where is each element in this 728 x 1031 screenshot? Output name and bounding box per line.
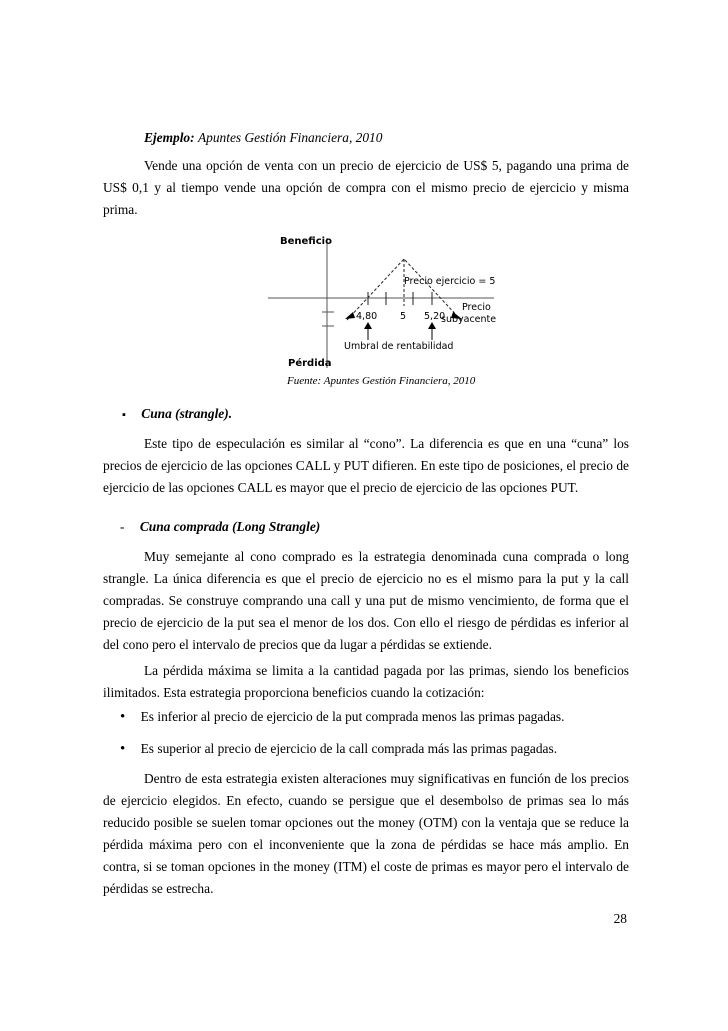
subsection-heading — [120, 518, 320, 536]
subsection-p1: Muy semejante al cono comprado es la estrategia denominada cuna comprada o long strangle. La única diferencia es que el precio de ejercicio no es el mismo para la put y la call compradas. Se construye comprando una call y una put de mismo vencimiento, de forma que el precio de ejercicio de la put sea el menor de los dos. Con ello el riesgo de pérdidas es inferior al del cono pero el intervalo de precios que da lugar a pérdidas se extiende. — [103, 549, 629, 652]
example-source: Apuntes Gestión Financiera, 2010 — [197, 130, 383, 145]
section-bullet: ▪ — [122, 409, 126, 421]
subsection-title: Cuna comprada (Long Strangle) — [139, 519, 321, 534]
arrow-up-left — [364, 322, 372, 329]
example-text: Vende una opción de venta con un precio de ejercicio de US$ 5, pagando una prima de US$ 0,1 y al tiempo vende una opción de compra con el mismo precio de ejercicio y misma prima. — [103, 158, 629, 217]
section-heading — [122, 405, 232, 424]
bullet-item-1: Es inferior al precio de ejercicio de la put comprada menos las primas pagadas. — [140, 709, 565, 724]
figure-caption: Fuente: Apuntes Gestión Financiera, 2010 — [287, 375, 476, 387]
bullet-item-2: Es superior al precio de ejercicio de la call comprada más las primas pagadas. — [140, 741, 558, 756]
page-number: 28 — [613, 911, 627, 926]
tick-label-2: 5 — [400, 311, 407, 322]
subsection-p3: Dentro de esta estrategia existen alteraciones muy significativas en función de los precios de ejercicio elegidos. En efecto, cuando se persigue que el desembolso de primas sea lo más reducido posible se suelen tomar opciones out the money (OTM) con la ventaja que se reduce la pérdida máxima pero con el inconveniente que la zona de pérdidas se hace más amplio. En contra, si se toman opciones in the money (ITM) el coste de primas es mayor pero el intervalo de pérdidas se estrecha. — [103, 771, 629, 896]
subsection-dash: - — [120, 519, 125, 534]
arrow-left — [345, 312, 355, 319]
tick-label-3: 5,20 — [424, 311, 446, 322]
subsection-p2: La pérdida máxima se limita a la cantidad pagada por las primas, siendo los beneficios ilimitados. Esta estrategia proporciona beneficios cuando la cotización: — [103, 663, 629, 700]
payoff-diagram — [0, 0, 728, 380]
x-label-1: Precio — [462, 302, 491, 313]
example-label: Ejemplo: — [144, 130, 195, 145]
tick-label-1: 4,80 — [356, 311, 378, 322]
x-label-2: subyacente — [441, 314, 497, 325]
section-title: Cuna (strangle). — [141, 406, 233, 421]
y-label-bottom: Pérdida — [288, 358, 332, 369]
y-label-top: Beneficio — [280, 236, 332, 247]
breakeven-label: Umbral de rentabilidad — [344, 341, 454, 352]
list-item: • Es superior al precio de ejercicio de la call comprada más las primas pagadas. — [120, 741, 558, 757]
section-text: Este tipo de especulación es similar al “cono”. La diferencia es que en una “cuna” los precios de ejercicio de las opciones CALL y PUT difieren. En este tipo de posiciones, el precio de ejercicio de las opciones CALL es mayor que el precio de ejercicio de las opciones PUT. — [103, 436, 629, 495]
arrow-up-right — [428, 322, 436, 329]
list-item: • Es inferior al precio de ejercicio de la put comprada menos las primas pagadas. — [120, 709, 565, 725]
strike-label: Precio ejercicio = 5 — [404, 276, 496, 287]
